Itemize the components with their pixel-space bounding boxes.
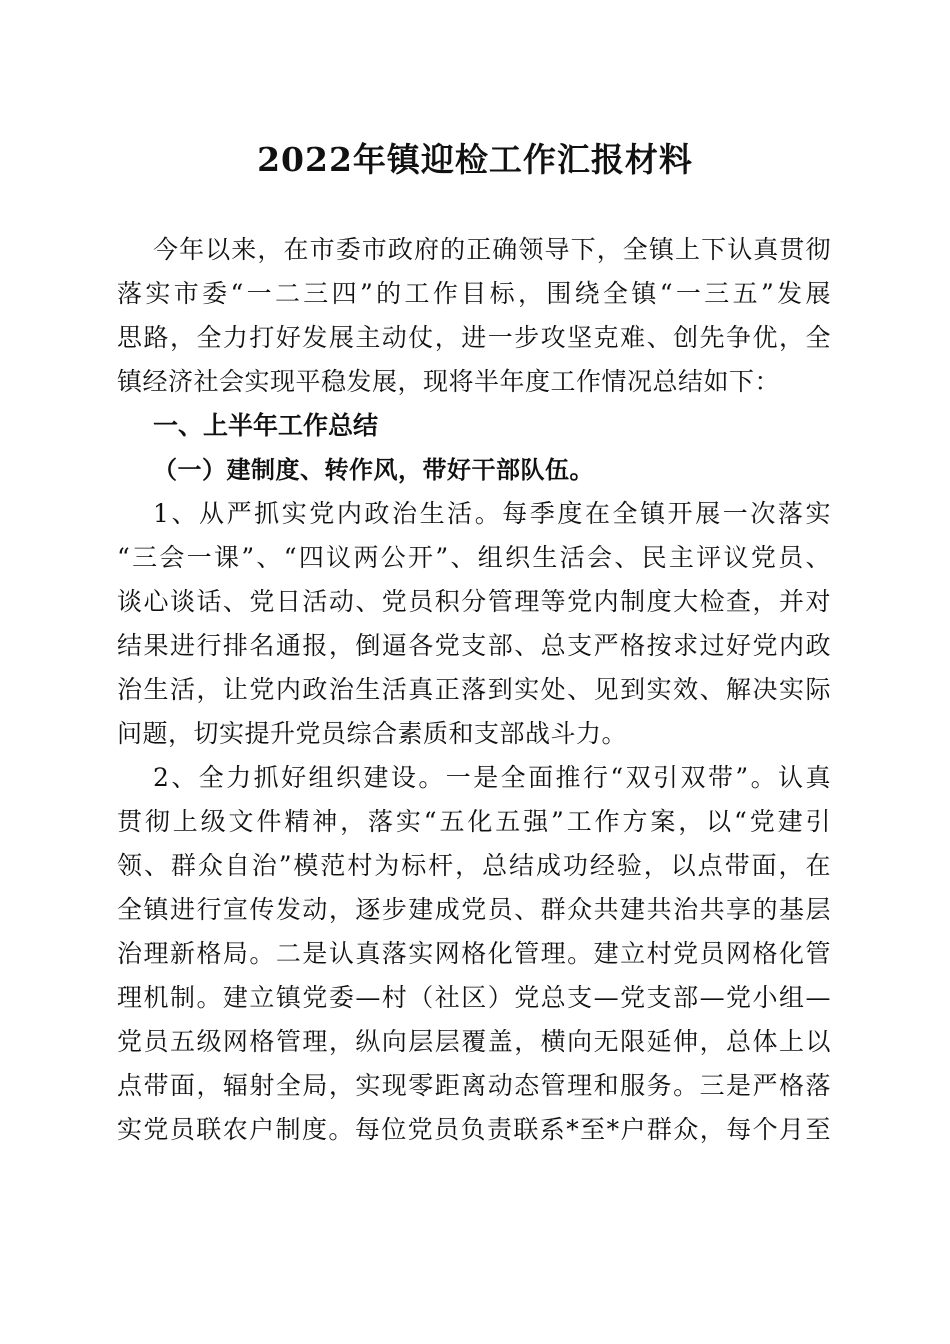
intro-line: 今年以来，在市委市政府的正确领导下，全镇上下认真贯彻 xyxy=(153,235,831,264)
item2-line: 领、群众自治”模范村为标杆，总结成功经验，以点带面，在 xyxy=(117,851,831,880)
item2-line: 全镇进行宣传发动，逐步建成党员、群众共建共治共享的基层 xyxy=(117,895,831,924)
item2-line: 2、全力抓好组织建设。一是全面推行“双引双带”。认真 xyxy=(153,763,831,792)
item1-line: 结果进行排名通报，倒逼各党支部、总支严格按求过好党内政 xyxy=(117,631,831,660)
section-heading: 一、上半年工作总结 xyxy=(153,411,379,440)
item1-line: 谈心谈话、党日活动、党员积分管理等党内制度大检查，并对 xyxy=(117,587,831,616)
item2-line: 实党员联农户制度。每位党员负责联系*至*户群众，每个月至 xyxy=(117,1115,831,1144)
item1-line: 治生活，让党内政治生活真正落到实处、见到实效、解决实际 xyxy=(117,675,831,704)
item1-line: 1、从严抓实党内政治生活。每季度在全镇开展一次落实 xyxy=(153,499,831,528)
intro-line: 思路，全力打好发展主动仗，进一步攻坚克难、创先争优，全 xyxy=(117,323,831,352)
document-body xyxy=(117,228,831,1152)
item2-line: 治理新格局。二是认真落实网格化管理。建立村党员网格化管 xyxy=(117,939,831,968)
item2-line: 点带面，辐射全局，实现零距离动态管理和服务。三是严格落 xyxy=(117,1071,831,1100)
item2-line: 贯彻上级文件精神，落实“五化五强”工作方案，以“党建引 xyxy=(117,807,831,836)
intro-line: 落实市委“一二三四”的工作目标，围绕全镇“一三五”发展 xyxy=(117,279,831,308)
item2-line: 理机制。建立镇党委—村（社区）党总支—党支部—党小组— xyxy=(117,983,831,1012)
item1-line: “三会一课”、“四议两公开”、组织生活会、民主评议党员、 xyxy=(117,543,831,572)
document-title: 2022年镇迎检工作汇报材料 xyxy=(257,140,693,179)
subsection-heading: （一）建制度、转作风，带好干部队伍。 xyxy=(153,455,594,484)
item1-line: 问题，切实提升党员综合素质和支部战斗力。 xyxy=(117,719,628,748)
item2-line: 党员五级网格管理，纵向层层覆盖，横向无限延伸，总体上以 xyxy=(117,1027,831,1056)
intro-line: 镇经济社会实现平稳发展，现将半年度工作情况总结如下： xyxy=(117,367,781,396)
